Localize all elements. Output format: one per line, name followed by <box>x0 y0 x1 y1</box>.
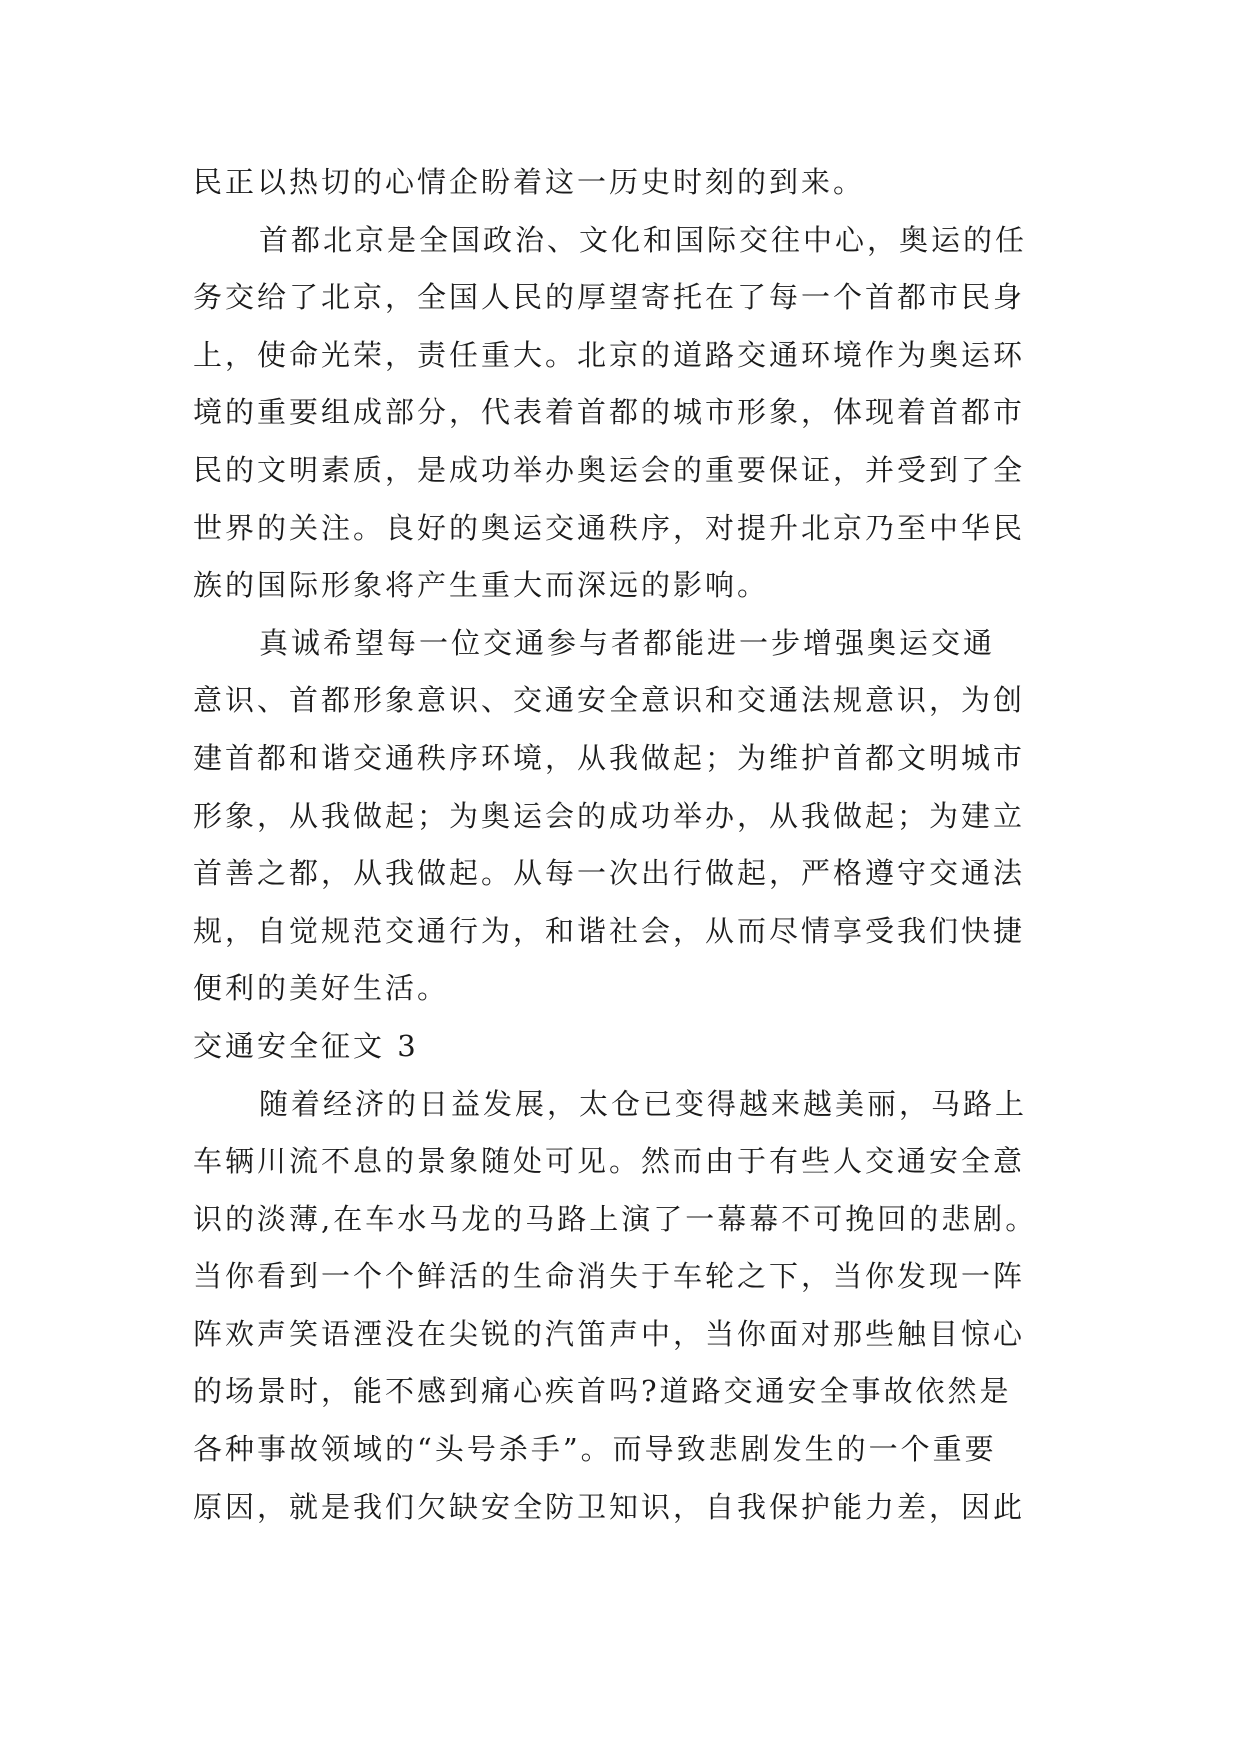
text-line: 阵欢声笑语湮没在尖锐的汽笛声中，当你面对那些触目惊心 <box>193 1316 1026 1351</box>
text-line: 规，自觉规范交通行为，和谐社会，从而尽情享受我们快捷 <box>193 913 1026 948</box>
paragraph-start-line: 真诚希望每一位交通参与者都能进一步增强奥运交通 <box>259 625 996 660</box>
text-line: 世界的关注。良好的奥运交通秩序，对提升北京乃至中华民 <box>193 510 1026 545</box>
text-line: 意识、首都形象意识、交通安全意识和交通法规意识，为创 <box>193 683 1026 718</box>
text-line: 境的重要组成部分，代表着首都的城市形象，体现着首都市 <box>193 395 1026 430</box>
text-line: 的场景时，能不感到痛心疾首吗?道路交通安全事故依然是 <box>193 1374 1012 1409</box>
text-line: 便利的美好生活。 <box>193 971 450 1006</box>
text-line: 识的淡薄,在车水马龙的马路上演了一幕幕不可挽回的悲剧。 <box>193 1201 1038 1236</box>
text-line: 务交给了北京，全国人民的厚望寄托在了每一个首都市民身 <box>193 280 1026 315</box>
text-line: 族的国际形象将产生重大而深远的影响。 <box>193 568 770 603</box>
text-line: 建首都和谐交通秩序环境，从我做起；为维护首都文明城市 <box>193 740 1026 775</box>
text-line: 各种事故领域的“头号杀手”。而导致悲剧发生的一个重要 <box>193 1432 997 1467</box>
text-line: 车辆川流不息的景象随处可见。然而由于有些人交通安全意 <box>193 1144 1026 1179</box>
text-line: 形象，从我做起；为奥运会的成功举办，从我做起；为建立 <box>193 798 1026 833</box>
paragraph-start-line: 随着经济的日益发展，太仓已变得越来越美丽，马路上 <box>259 1086 1028 1121</box>
text-line: 当你看到一个个鲜活的生命消失于车轮之下，当你发现一阵 <box>193 1259 1026 1294</box>
text-line: 首善之都，从我做起。从每一次出行做起，严格遵守交通法 <box>193 856 1026 891</box>
paragraph-start-line: 首都北京是全国政治、文化和国际交往中心，奥运的任 <box>259 222 1028 257</box>
text-line: 民的文明素质，是成功举办奥运会的重要保证，并受到了全 <box>193 452 1026 487</box>
text-line: 原因，就是我们欠缺安全防卫知识，自我保护能力差，因此 <box>193 1489 1026 1524</box>
text-line: 上，使命光荣，责任重大。北京的道路交通环境作为奥运环 <box>193 337 1026 372</box>
document-body <box>193 154 1053 1536</box>
section-heading: 交通安全征文 3 <box>193 1028 419 1063</box>
text-line: 民正以热切的心情企盼着这一历史时刻的到来。 <box>193 165 866 199</box>
